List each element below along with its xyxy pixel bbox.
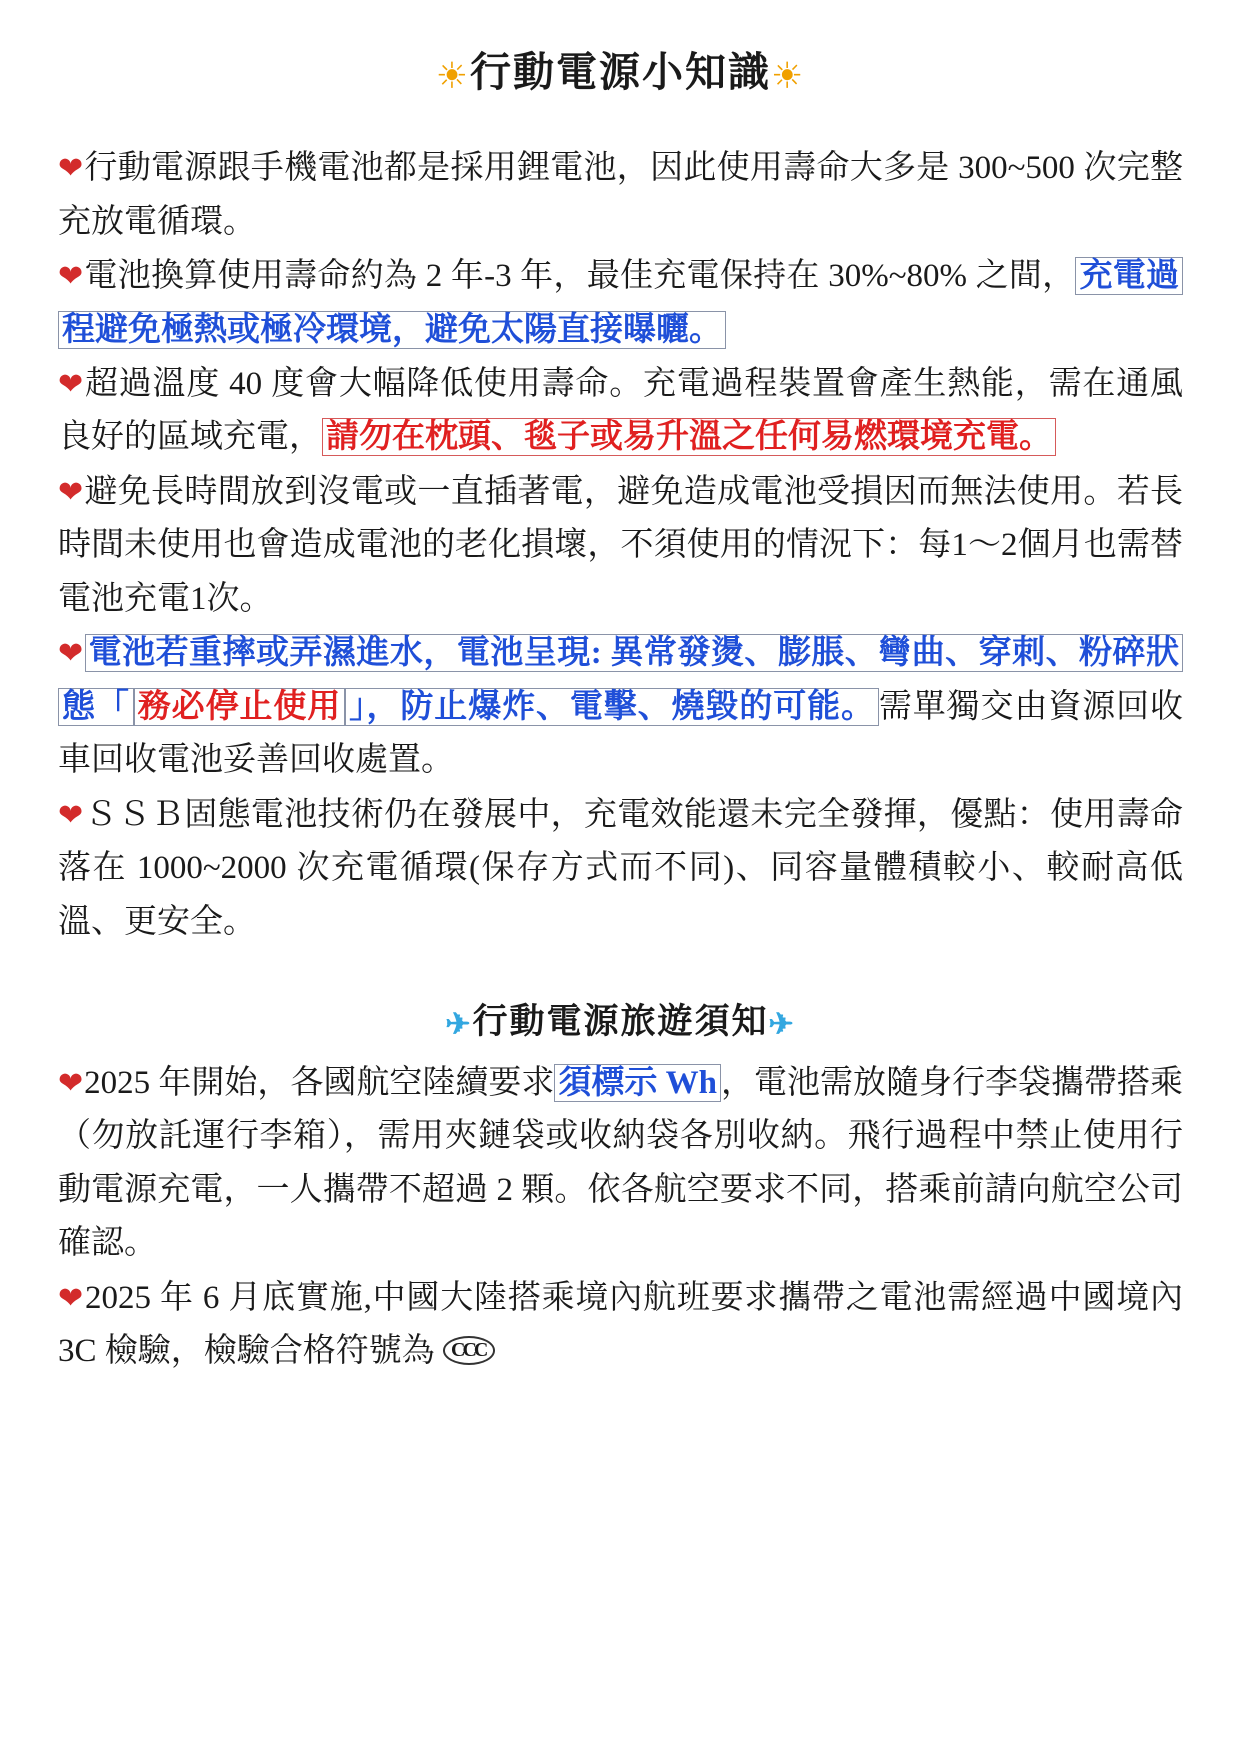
highlight-box-red: 請勿在枕頭、毯子或易升溫之任何易燃環境充電。 xyxy=(322,418,1056,456)
heart-icon: ❤ xyxy=(58,368,84,401)
list-item xyxy=(58,627,1183,787)
heart-icon: ❤ xyxy=(58,1281,84,1315)
heart-icon: ❤ xyxy=(58,260,84,294)
highlight-box-blue: 充電過程避免極熱或極冷環境，避免太陽直接曝曬。 xyxy=(58,257,1183,348)
page-title xyxy=(58,48,1183,98)
item-text: 行動電源跟手機電池都是採用鋰電池，因此使用壽命大多是 300~500 次完整充放電循環。 xyxy=(58,150,1184,240)
highlight-box-blue-2: 」，防止爆炸、電擊、燒毀的可能。 xyxy=(345,688,879,726)
section-battery-knowledge xyxy=(58,142,1183,949)
item-text: 2025 年開始，各國航空陸續要求 xyxy=(84,1064,555,1101)
list-item xyxy=(58,142,1183,249)
section-travel-notice xyxy=(58,1057,1183,1379)
list-item xyxy=(58,1057,1183,1271)
heart-icon: ❤ xyxy=(58,1066,84,1100)
item-text: ＳＳＢ固態電池技術仍在發展中，充電效能還未完全發揮，優點：使用壽命落在 1000~2000 次充電循環(保存方式而不同)、同容量體積較小、較耐高低溫、更安全。 xyxy=(58,796,1183,940)
highlight-inline-red: 務必停止使用 xyxy=(134,688,345,726)
page-title-text: 行動電源小知識 xyxy=(470,49,771,95)
item-text: 需單獨交由資源回收車回收電池妥善回收處置。 xyxy=(58,688,1183,779)
sun-icon-right: ☀ xyxy=(771,56,806,96)
sun-icon-left: ☀ xyxy=(435,56,470,96)
list-item xyxy=(58,789,1183,949)
airplane-icon-right: ✈ xyxy=(768,1007,796,1041)
highlight-box-blue: 電池若重摔或弄濕進水，電池呈現: 異常發燙、膨脹、彎曲、穿刺、粉碎狀態「 xyxy=(58,634,1183,725)
heart-icon: ❤ xyxy=(58,798,84,832)
heart-icon: ❤ xyxy=(58,475,84,509)
list-item xyxy=(58,466,1183,626)
page-subtitle-text: 行動電源旅遊須知 xyxy=(472,1001,769,1041)
item-text: 避免長時間放到沒電或一直插著電，避免造成電池受損因而無法使用。若長時間未使用也會造成電池的老化損壞，不須使用的情況下：每1～2個月也需替電池充電1次。 xyxy=(58,473,1183,617)
highlight-box-wh: 須標示 Wh xyxy=(554,1064,721,1102)
item-text-2: ，電池需放隨身行李袋攜帶搭乘（勿放託運行李箱），需用夾鏈袋或收納袋各別收納。飛行過程中禁止使用行動電源充電，一人攜帶不超過 2 顆。依各航空要求不同，搭乘前請向航空公司確認。 xyxy=(58,1064,1183,1262)
item-text: 2025 年 6 月底實施,中國大陸搭乘境內航班要求攜帶之電池需經過中國境內 3C 檢驗，檢驗合格符號為 xyxy=(58,1279,1183,1370)
heart-icon: ❤ xyxy=(58,152,84,186)
item-text: 電池換算使用壽命約為 2 年-3 年，最佳充電保持在 30%~80% 之間， xyxy=(84,258,1076,295)
list-item xyxy=(58,250,1183,357)
page-subtitle xyxy=(58,1001,1183,1043)
item-text: 超過溫度 40 度會大幅降低使用壽命。充電過程裝置會產生熱能，需在通風良好的區域充電， xyxy=(58,366,1183,456)
heart-icon: ❤ xyxy=(58,637,84,671)
airplane-icon-left: ✈ xyxy=(445,1007,473,1041)
list-item xyxy=(58,1272,1183,1379)
list-item xyxy=(58,358,1183,465)
ccc-certification-icon: CCC xyxy=(443,1336,495,1365)
